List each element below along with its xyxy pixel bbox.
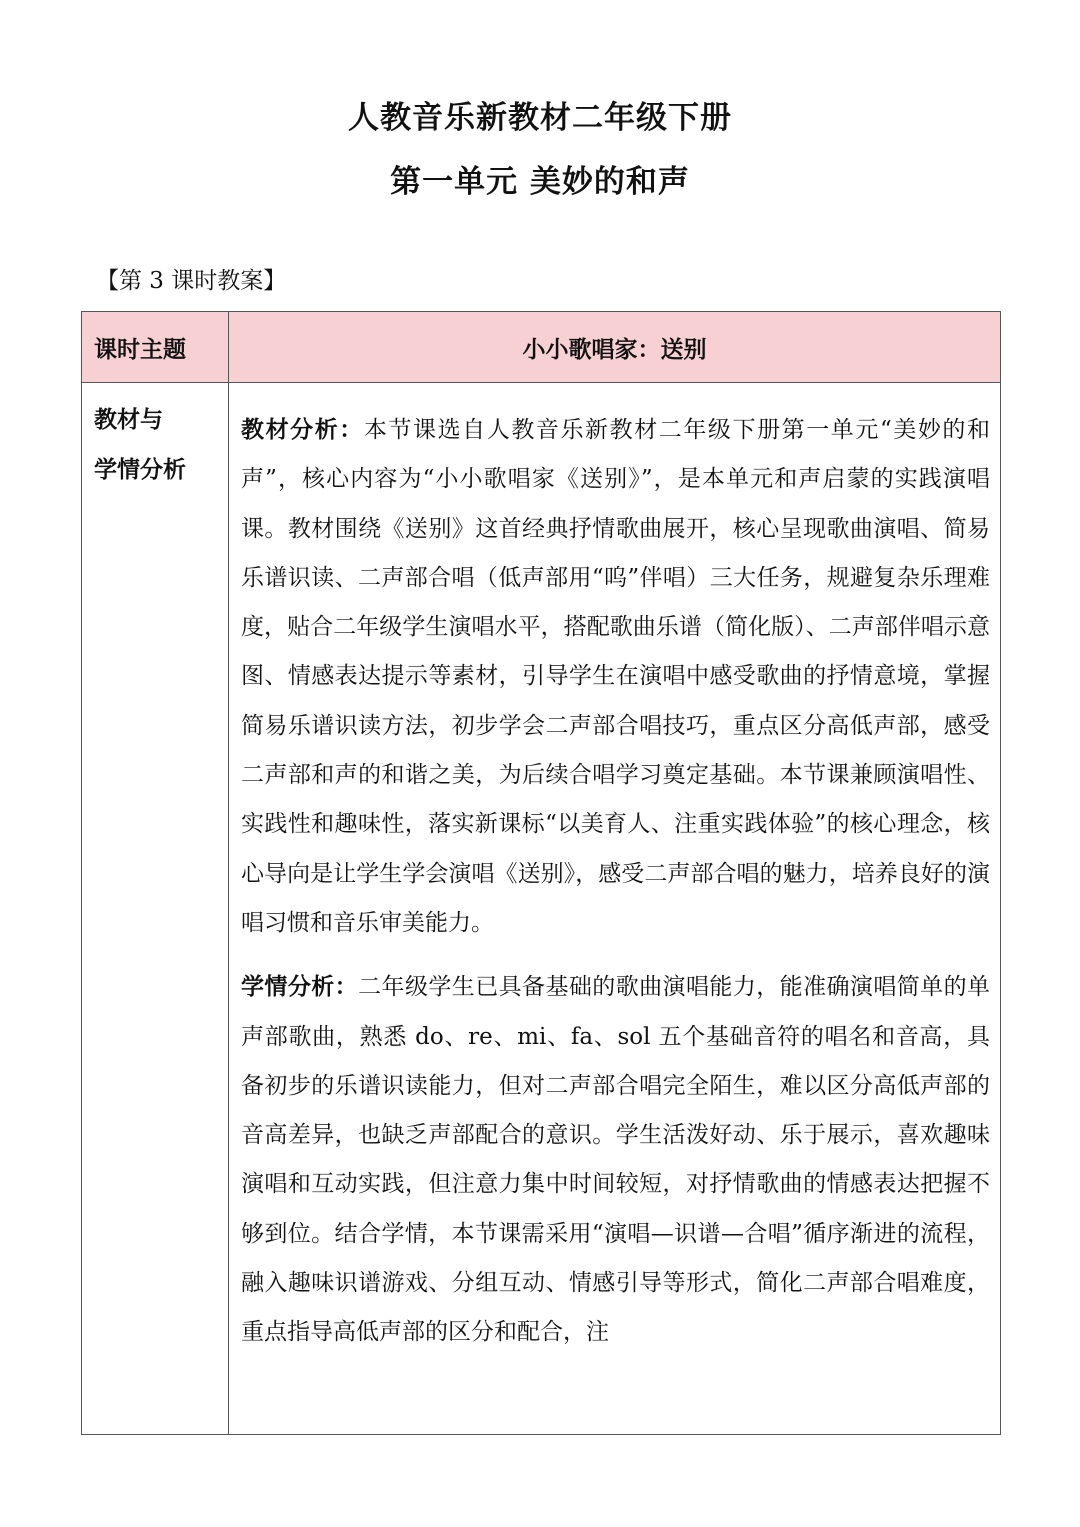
analysis-content (229, 383, 1001, 1435)
lesson-tag: 【第 3 课时教案】 (96, 268, 287, 294)
table-header-row (82, 312, 1001, 383)
analysis-row (82, 383, 1001, 1435)
lesson-plan-table (81, 311, 1001, 1435)
analysis-label-line2: 学情分析 (94, 456, 186, 483)
analysis-label (82, 383, 229, 1435)
student-analysis-text: 二年级学生已具备基础的歌曲演唱能力，能准确演唱简单的单声部歌曲，熟悉 do、re、mi、fa、sol 五个基础音符的唱名和音高，具备初步的乐谱识读能力，但对二声部合唱完全陌生，难以区分高低声部的音高差异，也缺乏声部配合的意识。学生活泼好动、乐于展示，喜欢趣味演唱和互动实践，但注意力集中时间较短，对抒情歌曲的情感表达把握不够到位。结合学情，本节课需采用“演唱—识谱—合唱”循序渐进的流程，融入趣味识谱游戏、分组互动、情感引导等形式，简化二声部合唱难度，重点指导高低声部的区分和配合，注 (241, 974, 991, 1346)
textbook-analysis-heading: 教材分析： (241, 416, 364, 443)
unit-subtitle: 第一单元 美妙的和声 (390, 164, 690, 200)
topic-value: 小小歌唱家：送别 (229, 312, 1001, 383)
student-analysis-paragraph (241, 962, 990, 1357)
analysis-label-line1: 教材与 (94, 406, 163, 433)
textbook-analysis-paragraph (241, 405, 990, 948)
document-title: 人教音乐新教材二年级下册 (348, 100, 732, 136)
textbook-analysis-text: 本节课选自人教音乐新教材二年级下册第一单元“美妙的和声”，核心内容为“小小歌唱家《送别》”，是本单元和声启蒙的实践演唱课。教材围绕《送别》这首经典抒情歌曲展开，核心呈现歌曲演唱、简易乐谱识读、二声部合唱（低声部用“呜”伴唱）三大任务，规避复杂乐理难度，贴合二年级学生演唱水平，搭配歌曲乐谱（简化版）、二声部伴唱示意图、情感表达提示等素材，引导学生在演唱中感受歌曲的抒情意境，掌握简易乐谱识读方法，初步学会二声部合唱技巧，重点区分高低声部，感受二声部和声的和谐之美，为后续合唱学习奠定基础。本节课兼顾演唱性、实践性和趣味性，落实新课标“以美育人、注重实践体验”的核心理念，核心导向是让学生学会演唱《送别》，感受二声部合唱的魅力，培养良好的演唱习惯和音乐审美能力。 (241, 417, 990, 936)
topic-label: 课时主题 (82, 312, 229, 383)
student-analysis-heading: 学情分析： (241, 973, 359, 1001)
